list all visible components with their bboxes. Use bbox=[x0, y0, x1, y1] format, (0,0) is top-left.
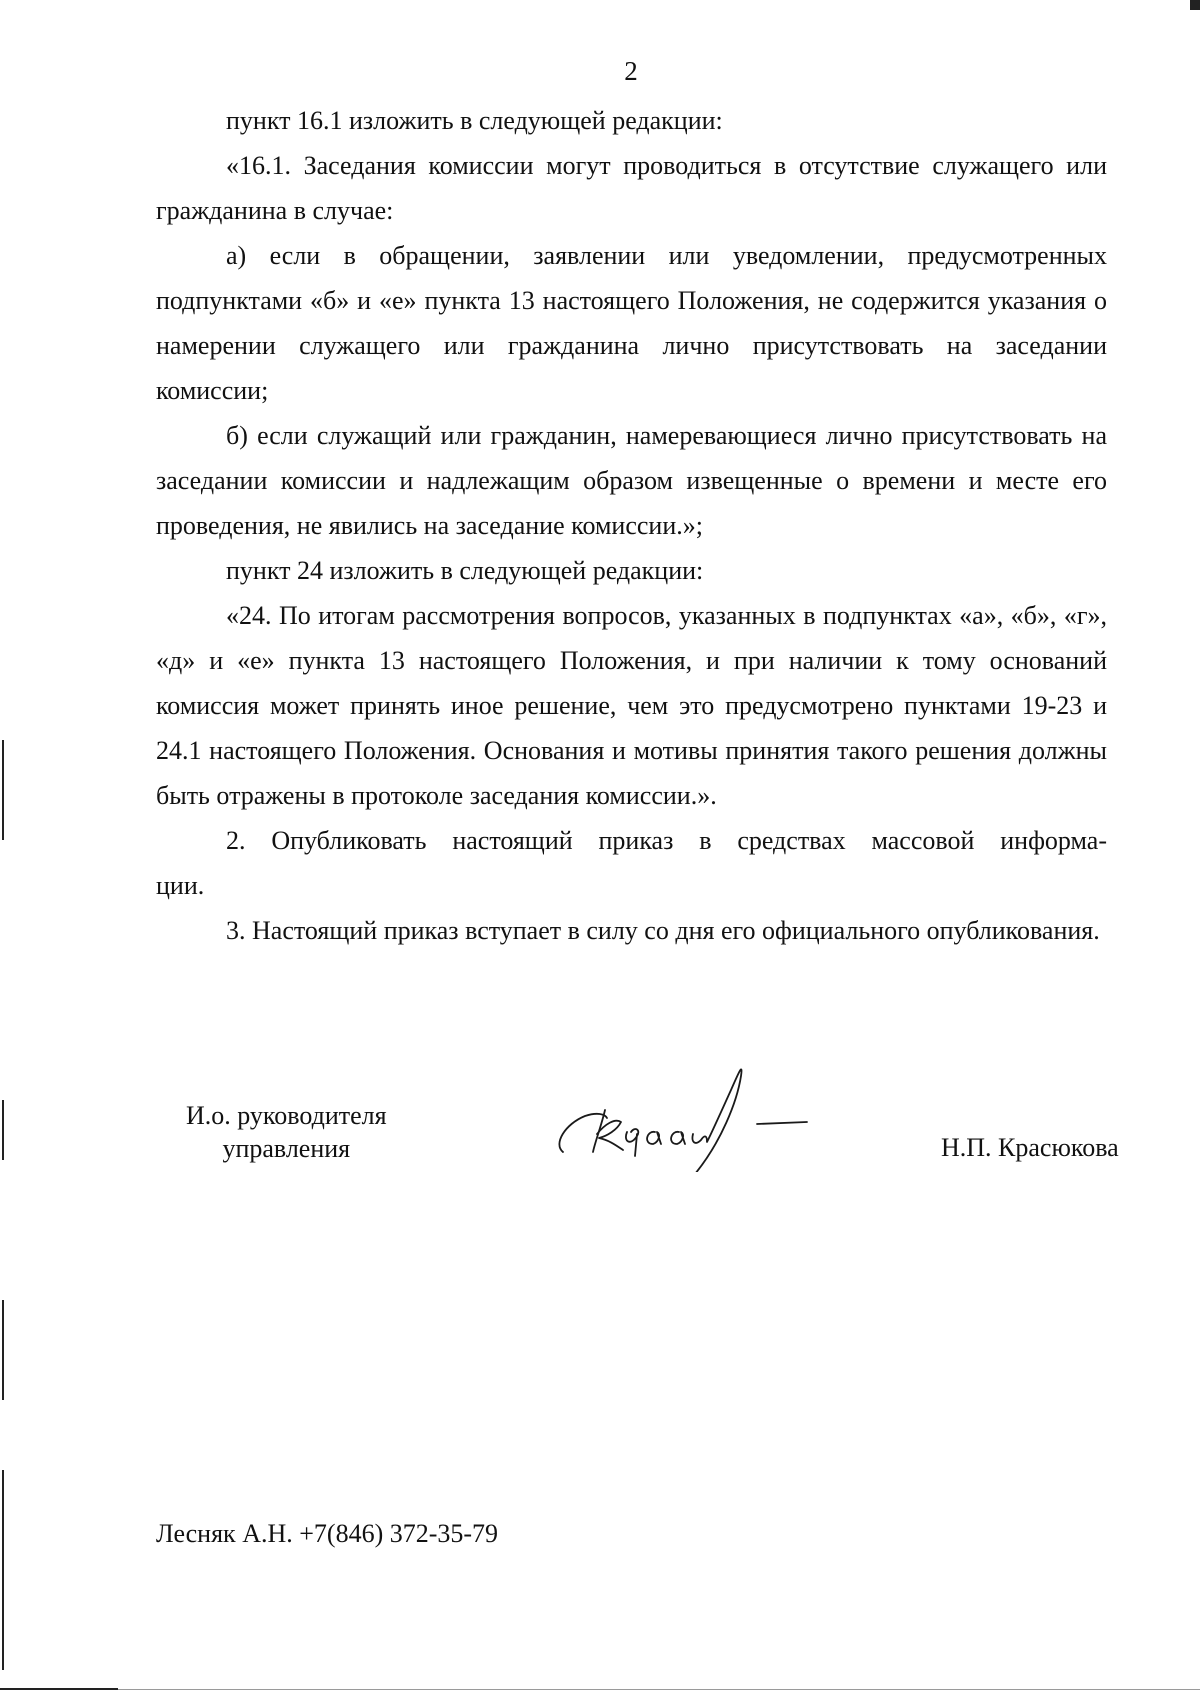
scan-edge-mark-left-bottom bbox=[2, 1470, 4, 1670]
amendment-intro-16-1: пункт 16.1 изложить в следующей редакции: bbox=[226, 106, 723, 135]
signatory-title-line-1: И.о. руководителя bbox=[186, 1101, 387, 1130]
clause-24: «24. По итогам рассмотрения вопросов, указанных в подпунктах «а», «б», «г», «д» и «е» пункта 13 настоящего Положения, и при наличии к тому оснований комиссия может принять иное решение, чем это предусмотрено пунктами 19-23 и 24.1 настоящего Положения. Основания и мотивы принятия такого решения должны быть отражены в протоколе заседания комиссии.». bbox=[156, 601, 1107, 810]
scan-edge-mark-top-right bbox=[1190, 0, 1200, 10]
clause-16-1-a: а) если в обращении, заявлении или уведомлении, предусмотренных подпунктами «б» и «е» пункта 13 настоящего Положения, не содержится указания о намерении служащего или гражданина лично присутствовать на заседании комиссии; bbox=[156, 241, 1107, 405]
scan-edge-mark-left-middle bbox=[2, 1100, 4, 1160]
clause-16-1: «16.1. Заседания комиссии могут проводиться в отсутствие служащего или гражданина в случае: bbox=[156, 151, 1107, 225]
clause-16-1-b: б) если служащий или гражданин, намеревающиеся лично присутствовать на заседании комиссии и надлежащим образом извещенные о времени и месте его проведения, не явились на заседание комиссии.»; bbox=[156, 421, 1107, 540]
page-number: 2 bbox=[624, 56, 638, 86]
scan-edge-line-bottom bbox=[0, 1688, 118, 1690]
handwritten-signature bbox=[545, 1052, 825, 1172]
scan-edge-mark-left-upper bbox=[2, 740, 4, 840]
signatory-title-line-2: управления bbox=[222, 1134, 351, 1163]
executor-contact: Лесняк А.Н. +7(846) 372-35-79 bbox=[156, 1519, 499, 1548]
order-item-2-continuation: ции. bbox=[156, 871, 205, 900]
scan-edge-mark-left-lower bbox=[2, 1300, 4, 1400]
signatory-name: Н.П. Красюкова bbox=[941, 1133, 1119, 1162]
amendment-intro-24: пункт 24 изложить в следующей редакции: bbox=[226, 556, 704, 585]
order-item-2: 2. Опубликовать настоящий приказ в средствах массовой информа- bbox=[226, 826, 1107, 855]
order-item-3: 3. Настоящий приказ вступает в силу со дня его официального опубликования. bbox=[226, 916, 1100, 945]
document-body bbox=[156, 98, 1107, 953]
scan-edge-line-bottom-faint bbox=[118, 1689, 1200, 1690]
signatory-title bbox=[186, 1099, 387, 1165]
